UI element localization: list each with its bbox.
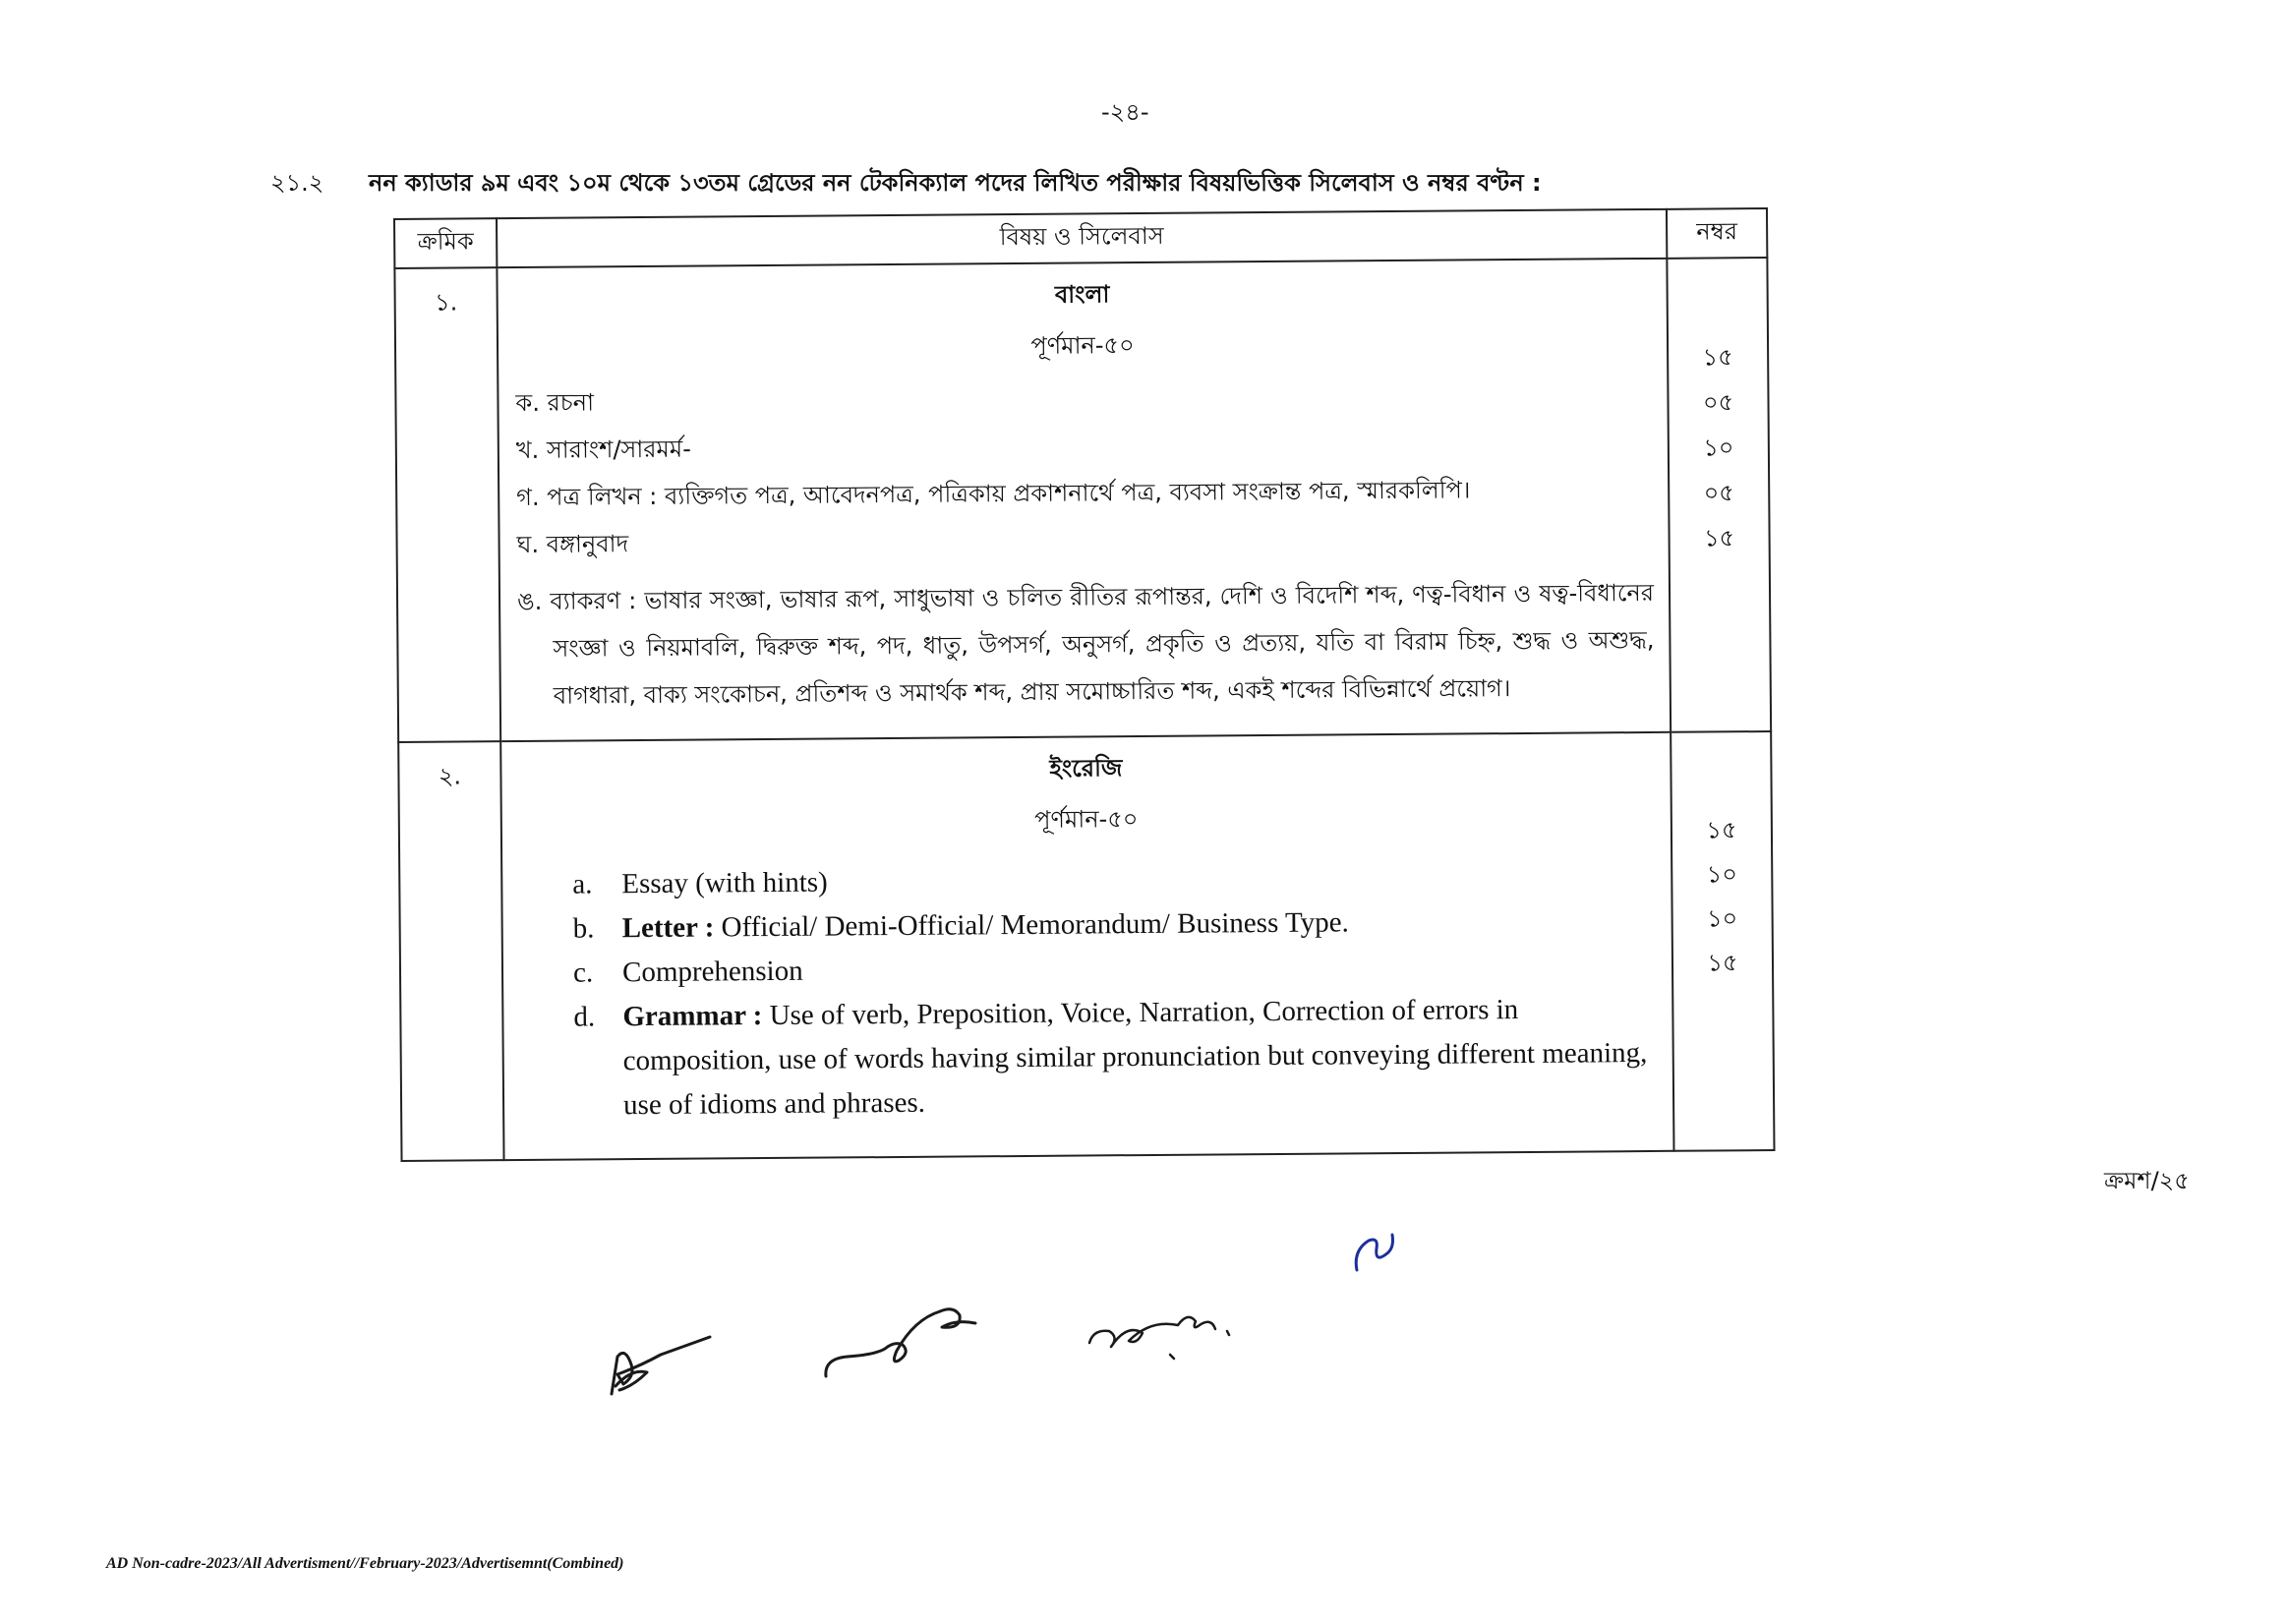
section-title: নন ক্যাডার ৯ম এবং ১০ম থেকে ১৩তম গ্রেডের নন টেকনিক্যাল পদের লিখিত পরীক্ষার বিষয়ভিত্তিক সিলেবাস ও নম্বর বণ্টন : [369,169,1542,197]
item-text: Comprehension [621,955,803,989]
item-letter: a. [572,868,593,900]
marks-list [1672,733,1771,986]
item-text: Essay (with hints) [621,866,828,900]
page-number: -২৪- [1101,98,1149,126]
marks-value: ১৫ [1702,343,1733,372]
item-text: Official/ Demi-Official/ Memorandum/ Business Type. [714,906,1349,944]
marks-value: ১৫ [1706,816,1737,844]
item-text: Use of verb, Preposition, Voice, Narration, Correction of errors in composition, use of words having similar pronunciation but conveying different meaning, use of idioms and phrases. [622,994,1648,1122]
item-body [622,987,1658,1128]
table-row-english [398,731,1774,1161]
signature [1356,1235,1392,1270]
marks-value: ০৫ [1702,388,1734,417]
syllabus-table [393,207,1775,1162]
footer-reference: AD Non-cadre-2023/All Advertisment//February-2023/Advertisemnt(Combined) [106,1555,624,1572]
serial-cell: ১. [394,267,500,742]
marks-value: ১৫ [1703,524,1735,552]
subject-cell-bangla [497,259,1671,741]
signature [612,1337,710,1394]
syllabus-item: ঘ. বঙ্গানুবাদ [516,530,629,559]
subject-title-english: ইংরেজি [1049,754,1123,783]
section-heading [270,165,1542,204]
syllabus-item: ঙ. ব্যাকরণ : ভাষার সংজ্ঞা, ভাষার রূপ, সাধুভাষা ও চলিত রীতির রূপান্তর, দেশি ও বিদেশি শব্দ, ণত্ব-বিধান ও ষত্ব-বিধানের সংজ্ঞা ও নিয়মাবলি, দ্বিরুক্ত শব্দ, পদ, ধাতু, উপসর্গ, অনুসর্গ, প্রকৃতি ও প্রত্যয়, যতি বা বিরাম চিহ্ন, শুদ্ধ ও অশুদ্ধ, বাগধারা, বাক্য সংকোচন, প্রতিশব্দ ও সমার্থক শব্দ, প্রায় সমোচ্চারিত শব্দ, একই শব্দের বিভিন্নার্থে প্রয়োগ। [516,578,1655,710]
full-marks-english: পূর্ণমান-৫০ [1034,805,1139,834]
subject-cell-english [500,732,1673,1160]
section-number: ২১.২ [270,169,324,197]
signature-block [590,1209,1396,1406]
syllabus-item: ক. রচনা [515,388,595,418]
header-marks: নম্বর [1667,208,1767,259]
english-item-list [572,854,1658,1129]
signature [826,1309,975,1376]
continued-label: ক্রমশ/২৫ [2104,1167,2190,1194]
marks-value: ১০ [1706,860,1737,889]
marks-value: ০৫ [1703,479,1734,507]
item-body [622,900,1350,951]
table-row-bangla [394,258,1771,742]
syllabus-item: গ. পত্র লিখন : ব্যক্তিগত পত্র, আবেদনপত্র, পত্রিকায় প্রকাশনার্থে পত্র, ব্যবসা সংক্রান্ত পত্র, স্মারকলিপি। [516,476,1471,512]
syllabus-item: খ. সারাংশ/সারমর্ম- [515,435,691,465]
marks-cell-english [1671,731,1774,1151]
marks-value: ১৫ [1707,949,1738,977]
marks-list [1669,260,1767,561]
item-letter: b. [572,912,595,945]
item-letter: c. [572,957,594,989]
serial-cell: ২. [398,741,503,1161]
item-letter: d. [573,1001,596,1033]
marks-cell-bangla [1667,258,1771,732]
item-label: Letter : [621,911,715,945]
marks-value: ১০ [1706,904,1738,933]
header-serial: ক্রমিক [394,218,497,268]
subject-title-bangla: বাংলা [1054,280,1110,309]
syllabus-item [573,987,1658,1129]
header-subject: বিষয় ও সিলেবাস [497,209,1667,267]
item-label: Grammar : [622,1000,763,1033]
signature [1089,1317,1229,1359]
full-marks-bangla: পূর্ণমান-৫০ [1030,331,1135,360]
marks-value: ১০ [1703,434,1734,462]
